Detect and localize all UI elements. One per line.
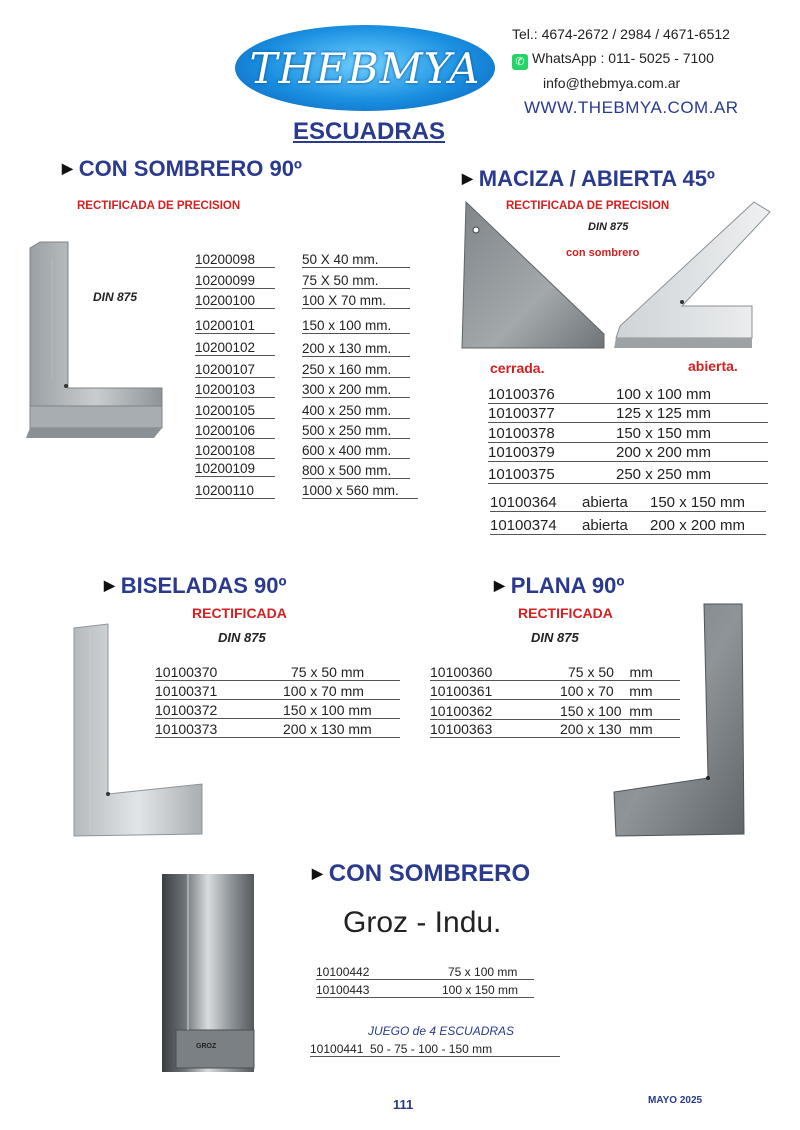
row-size: 200 x 200 mm	[616, 444, 712, 461]
row-code: 10100377	[488, 405, 555, 422]
logo	[235, 25, 495, 111]
section-title-plana-90	[494, 573, 624, 599]
row-code: 10100360	[430, 664, 493, 680]
table-row-open	[490, 494, 766, 512]
section-subtitle: RECTIFICADA DE PRECISION	[77, 200, 241, 212]
row-size: 200 x 200 mm	[650, 517, 746, 534]
set-title: JUEGO de 4 ESCUADRAS	[368, 1024, 515, 1038]
table-row-code: 10200102	[195, 340, 275, 356]
table-row-size: 300 x 200 mm.	[302, 382, 410, 398]
website-text: WWW.THEBMYA.COM.AR	[524, 98, 739, 117]
table-row-size: 75 X 50 mm.	[302, 273, 410, 289]
triangle-bullet-icon: ▶	[494, 577, 505, 593]
whatsapp-icon: ✆	[512, 54, 528, 70]
triangle-bullet-icon: ▶	[462, 170, 473, 186]
table-row	[430, 664, 680, 681]
section-title-con-sombrero	[312, 860, 530, 888]
section-title-text: PLANA 90º	[510, 573, 625, 598]
square-with-hat-image	[22, 238, 164, 443]
table-row-code: 10200101	[195, 318, 275, 334]
logo-text: THEBMYA	[249, 43, 481, 93]
row-size: 100 x 100 mm	[616, 386, 712, 403]
row-size: 200 x 130 mm	[560, 721, 653, 737]
table-row	[488, 405, 768, 423]
row-code: 10100442	[316, 965, 370, 979]
table-row	[488, 425, 768, 443]
table-row	[155, 721, 400, 738]
section-title-biseladas-90	[104, 573, 287, 599]
table-row-size: 200 x 130 mm.	[302, 341, 410, 357]
row-size: 75 x 50 mm	[291, 664, 365, 680]
table-row-code: 10200100	[195, 293, 275, 309]
table-row-code: 10200110	[195, 483, 275, 499]
label-open: abierta.	[688, 358, 738, 374]
table-row	[430, 721, 680, 738]
footer-date: MAYO 2025	[648, 1095, 703, 1106]
section-subtitle: RECTIFICADA	[518, 605, 613, 621]
section-subtitle: RECTIFICADA	[192, 605, 287, 621]
row-code: 10100371	[155, 683, 218, 699]
triangle-bullet-icon: ▶	[62, 160, 73, 176]
table-row-size: 500 x 250 mm.	[302, 423, 410, 439]
table-row-code: 10200107	[195, 362, 275, 378]
section-title-text: MACIZA / ABIERTA 45º	[478, 166, 715, 191]
table-row	[488, 444, 768, 462]
triangle-bullet-icon: ▶	[104, 577, 115, 593]
row-size: 100 x 150 mm	[442, 983, 519, 997]
row-code: 10100443	[316, 983, 370, 997]
table-row-code: 10200099	[195, 273, 275, 289]
table-row-code: 10200109	[195, 461, 275, 477]
groz-stamp: GROZ	[196, 1043, 217, 1050]
brand-name: Groz - Indu.	[343, 906, 502, 939]
table-row	[155, 664, 400, 681]
table-row-code: 10200106	[195, 423, 275, 439]
row-code: 10100378	[488, 425, 555, 442]
row-code: 10100372	[155, 702, 218, 718]
row-size: 250 x 250 mm	[616, 466, 712, 483]
email-text: info@thebmya.com.ar	[543, 75, 681, 91]
table-row	[488, 386, 768, 404]
row-size: 125 x 125 mm	[616, 405, 712, 422]
row-code: 10100363	[430, 721, 493, 737]
row-size: 100 x 70 mm	[283, 683, 364, 699]
table-row-code: 10200103	[195, 382, 275, 398]
whatsapp-line	[512, 50, 714, 70]
row-code: 10100361	[430, 683, 493, 699]
section-title-text: CON SOMBRERO	[328, 860, 531, 887]
table-row-code: 10200098	[195, 252, 275, 268]
din-label: DIN 875	[588, 221, 629, 233]
row-size: 75 x 100 mm	[448, 965, 518, 979]
table-row	[316, 965, 534, 980]
section-title-maciza-abierta-45	[462, 166, 715, 192]
closed-45-square-image	[458, 200, 608, 355]
row-size: 150 x 100 mm	[283, 702, 372, 718]
table-row-code: 10200108	[195, 443, 275, 459]
section-title-text: CON SOMBRERO 90º	[78, 156, 302, 181]
page-number: 111	[393, 1097, 414, 1112]
table-row-size: 600 x 400 mm.	[302, 443, 410, 459]
table-row	[430, 703, 680, 720]
table-row	[430, 683, 680, 700]
table-row	[155, 683, 400, 700]
din-label: DIN 875	[93, 290, 138, 304]
table-row-size: 150 x 100 mm.	[302, 318, 410, 334]
set-row: 10100441 50 - 75 - 100 - 150 mm	[310, 1042, 560, 1057]
row-size: 150 x 100 mm	[560, 703, 653, 719]
table-row-code: 10200105	[195, 403, 275, 419]
table-row-size: 100 X 70 mm.	[302, 293, 410, 309]
table-row-size: 800 x 500 mm.	[302, 463, 410, 479]
row-code: 10100379	[488, 444, 555, 461]
triangle-bullet-icon: ▶	[312, 865, 323, 881]
row-code: 10100373	[155, 721, 218, 737]
row-type: abierta	[582, 494, 628, 511]
row-size: 150 x 150 mm	[650, 494, 746, 511]
row-size: 100 x 70 mm	[560, 683, 653, 699]
table-row-size: 400 x 250 mm.	[302, 403, 410, 419]
table-row-size: 50 X 40 mm.	[302, 252, 410, 268]
table-row	[155, 702, 400, 719]
table-row-size: 1000 x 560 mm.	[302, 483, 418, 499]
row-size: 75 x 50 mm	[568, 664, 653, 680]
con-sombrero-note: con sombrero	[566, 247, 640, 259]
table-row-open	[490, 517, 766, 535]
page-title: ESCUADRAS	[293, 118, 446, 145]
whatsapp-text: WhatsApp : 011- 5025 - 7100	[532, 50, 714, 66]
section-title-con-sombrero-90	[62, 156, 302, 182]
row-code: 10100374	[490, 517, 557, 534]
phone-text: Tel.: 4674-2672 / 2984 / 4671-6512	[512, 26, 730, 42]
din-label: DIN 875	[218, 630, 266, 645]
table-row-size: 250 x 160 mm.	[302, 362, 410, 378]
row-type: abierta	[582, 517, 628, 534]
open-45-square-image	[612, 198, 772, 358]
section-subtitle: RECTIFICADA DE PRECISION	[506, 200, 670, 212]
table-row	[316, 983, 534, 998]
flat-square-image	[612, 602, 747, 838]
din-label: DIN 875	[531, 630, 579, 645]
row-size: 200 x 130 mm	[283, 721, 372, 737]
row-code: 10100364	[490, 494, 557, 511]
row-code: 10100370	[155, 664, 218, 680]
row-size: 150 x 150 mm	[616, 425, 712, 442]
row-code: 10100376	[488, 386, 555, 403]
label-closed: cerrada.	[490, 360, 545, 376]
row-code: 10100375	[488, 466, 555, 483]
table-row	[488, 466, 768, 484]
row-code: 10100362	[430, 703, 493, 719]
section-title-text: BISELADAS 90º	[120, 573, 287, 598]
